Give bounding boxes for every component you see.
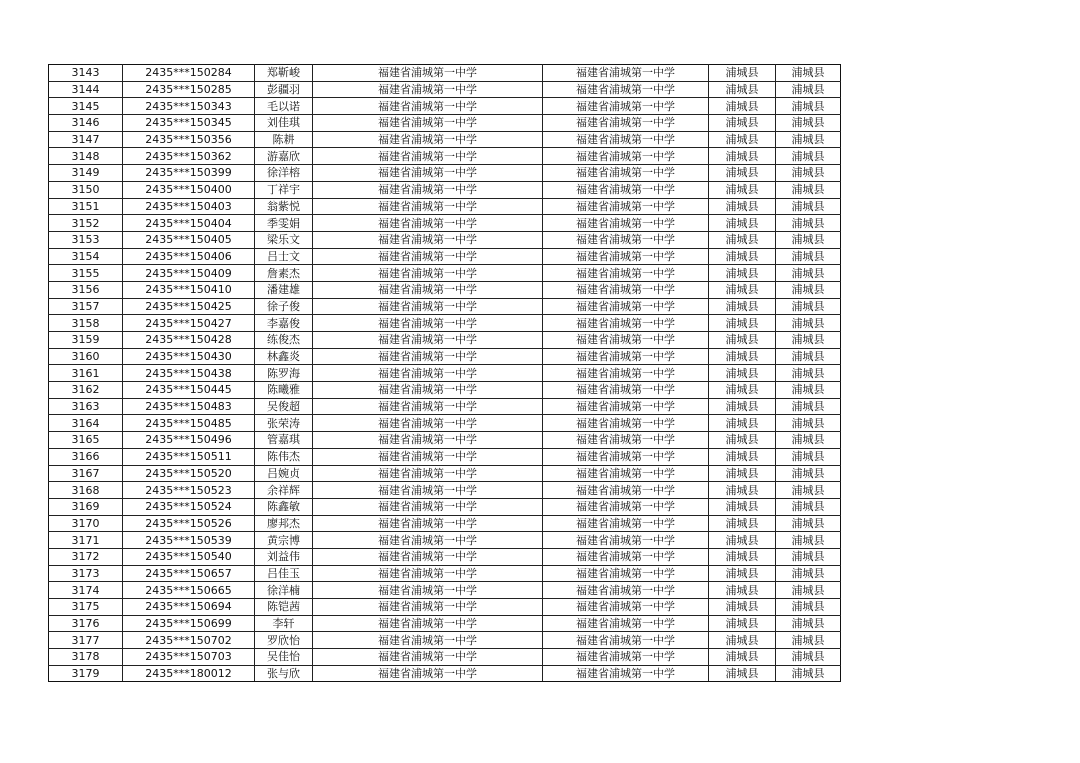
county-cell: 浦城县 (709, 215, 776, 232)
exam-id-cell: 2435***150285 (123, 81, 255, 98)
name-cell: 陈耕 (255, 131, 313, 148)
name-cell: 梁乐文 (255, 231, 313, 248)
county-cell-2: 浦城县 (776, 398, 841, 415)
seq-number-cell: 3159 (49, 332, 123, 349)
county-cell: 浦城县 (709, 332, 776, 349)
county-cell: 浦城县 (709, 248, 776, 265)
school-cell-2: 福建省浦城第一中学 (543, 181, 709, 198)
table-row (49, 649, 841, 666)
county-cell-2: 浦城县 (776, 215, 841, 232)
county-cell-2: 浦城县 (776, 599, 841, 616)
table-row (49, 115, 841, 132)
county-cell: 浦城县 (709, 649, 776, 666)
exam-id-cell: 2435***150410 (123, 281, 255, 298)
county-cell-2: 浦城县 (776, 148, 841, 165)
name-cell: 李嘉俊 (255, 315, 313, 332)
school-cell-2: 福建省浦城第一中学 (543, 532, 709, 549)
county-cell: 浦城县 (709, 365, 776, 382)
exam-id-cell: 2435***150425 (123, 298, 255, 315)
school-cell-2: 福建省浦城第一中学 (543, 415, 709, 432)
table-row (49, 265, 841, 282)
school-cell: 福建省浦城第一中学 (313, 482, 543, 499)
exam-id-cell: 2435***150404 (123, 215, 255, 232)
school-cell: 福建省浦城第一中学 (313, 148, 543, 165)
school-cell-2: 福建省浦城第一中学 (543, 198, 709, 215)
school-cell: 福建省浦城第一中学 (313, 315, 543, 332)
school-cell-2: 福建省浦城第一中学 (543, 615, 709, 632)
table-row (49, 248, 841, 265)
county-cell-2: 浦城县 (776, 231, 841, 248)
table-row (49, 398, 841, 415)
table-row (49, 498, 841, 515)
name-cell: 廖邦杰 (255, 515, 313, 532)
table-row (49, 348, 841, 365)
county-cell: 浦城县 (709, 281, 776, 298)
school-cell: 福建省浦城第一中学 (313, 181, 543, 198)
student-list-table (48, 64, 841, 682)
exam-id-cell: 2435***150496 (123, 432, 255, 449)
county-cell-2: 浦城县 (776, 332, 841, 349)
school-cell-2: 福建省浦城第一中学 (543, 115, 709, 132)
county-cell-2: 浦城县 (776, 532, 841, 549)
name-cell: 季雯娟 (255, 215, 313, 232)
exam-id-cell: 2435***150694 (123, 599, 255, 616)
school-cell-2: 福建省浦城第一中学 (543, 599, 709, 616)
table-row (49, 65, 841, 82)
seq-number-cell: 3153 (49, 231, 123, 248)
exam-id-cell: 2435***150345 (123, 115, 255, 132)
county-cell: 浦城县 (709, 582, 776, 599)
seq-number-cell: 3155 (49, 265, 123, 282)
name-cell: 刘佳琪 (255, 115, 313, 132)
school-cell: 福建省浦城第一中学 (313, 365, 543, 382)
county-cell: 浦城县 (709, 615, 776, 632)
school-cell: 福建省浦城第一中学 (313, 115, 543, 132)
county-cell: 浦城县 (709, 498, 776, 515)
table-row (49, 315, 841, 332)
school-cell: 福建省浦城第一中学 (313, 81, 543, 98)
table-row (49, 181, 841, 198)
exam-id-cell: 2435***150427 (123, 315, 255, 332)
table-row (49, 98, 841, 115)
county-cell-2: 浦城县 (776, 432, 841, 449)
school-cell-2: 福建省浦城第一中学 (543, 515, 709, 532)
name-cell: 余祥辉 (255, 482, 313, 499)
table-row (49, 165, 841, 182)
seq-number-cell: 3154 (49, 248, 123, 265)
name-cell: 练俊杰 (255, 332, 313, 349)
exam-id-cell: 2435***150403 (123, 198, 255, 215)
seq-number-cell: 3176 (49, 615, 123, 632)
name-cell: 陈曦雅 (255, 382, 313, 399)
table-row (49, 432, 841, 449)
seq-number-cell: 3178 (49, 649, 123, 666)
seq-number-cell: 3158 (49, 315, 123, 332)
table-row (49, 565, 841, 582)
school-cell-2: 福建省浦城第一中学 (543, 632, 709, 649)
school-cell: 福建省浦城第一中学 (313, 615, 543, 632)
name-cell: 陈伟杰 (255, 448, 313, 465)
seq-number-cell: 3165 (49, 432, 123, 449)
table-row (49, 665, 841, 682)
name-cell: 张荣涛 (255, 415, 313, 432)
seq-number-cell: 3144 (49, 81, 123, 98)
exam-id-cell: 2435***150445 (123, 382, 255, 399)
seq-number-cell: 3150 (49, 181, 123, 198)
name-cell: 吴俊超 (255, 398, 313, 415)
table-row (49, 515, 841, 532)
county-cell-2: 浦城县 (776, 248, 841, 265)
school-cell: 福建省浦城第一中学 (313, 165, 543, 182)
county-cell-2: 浦城县 (776, 632, 841, 649)
county-cell-2: 浦城县 (776, 98, 841, 115)
county-cell: 浦城县 (709, 599, 776, 616)
exam-id-cell: 2435***150483 (123, 398, 255, 415)
exam-id-cell: 2435***150428 (123, 332, 255, 349)
name-cell: 林鑫炎 (255, 348, 313, 365)
county-cell: 浦城县 (709, 165, 776, 182)
table-row (49, 365, 841, 382)
seq-number-cell: 3177 (49, 632, 123, 649)
table-row (49, 81, 841, 98)
name-cell: 管嘉琪 (255, 432, 313, 449)
school-cell: 福建省浦城第一中学 (313, 465, 543, 482)
school-cell-2: 福建省浦城第一中学 (543, 432, 709, 449)
exam-id-cell: 2435***150520 (123, 465, 255, 482)
name-cell: 翁紫悦 (255, 198, 313, 215)
seq-number-cell: 3167 (49, 465, 123, 482)
seq-number-cell: 3172 (49, 548, 123, 565)
county-cell: 浦城县 (709, 432, 776, 449)
school-cell: 福建省浦城第一中学 (313, 215, 543, 232)
county-cell-2: 浦城县 (776, 265, 841, 282)
exam-id-cell: 2435***150523 (123, 482, 255, 499)
school-cell-2: 福建省浦城第一中学 (543, 665, 709, 682)
seq-number-cell: 3145 (49, 98, 123, 115)
table-row (49, 582, 841, 599)
school-cell: 福建省浦城第一中学 (313, 515, 543, 532)
name-cell: 徐子俊 (255, 298, 313, 315)
county-cell-2: 浦城县 (776, 482, 841, 499)
exam-id-cell: 2435***150540 (123, 548, 255, 565)
exam-id-cell: 2435***150703 (123, 649, 255, 666)
county-cell-2: 浦城县 (776, 115, 841, 132)
county-cell: 浦城县 (709, 665, 776, 682)
table-body (49, 65, 841, 682)
county-cell-2: 浦城县 (776, 498, 841, 515)
county-cell-2: 浦城县 (776, 665, 841, 682)
county-cell-2: 浦城县 (776, 165, 841, 182)
county-cell: 浦城县 (709, 115, 776, 132)
name-cell: 郑靳峻 (255, 65, 313, 82)
table-row (49, 198, 841, 215)
county-cell-2: 浦城县 (776, 315, 841, 332)
county-cell-2: 浦城县 (776, 65, 841, 82)
name-cell: 张与欣 (255, 665, 313, 682)
county-cell: 浦城县 (709, 231, 776, 248)
county-cell: 浦城县 (709, 65, 776, 82)
name-cell: 詹素杰 (255, 265, 313, 282)
county-cell-2: 浦城县 (776, 465, 841, 482)
school-cell: 福建省浦城第一中学 (313, 448, 543, 465)
county-cell: 浦城县 (709, 348, 776, 365)
school-cell-2: 福建省浦城第一中学 (543, 382, 709, 399)
seq-number-cell: 3151 (49, 198, 123, 215)
school-cell: 福建省浦城第一中学 (313, 582, 543, 599)
table-row (49, 548, 841, 565)
school-cell-2: 福建省浦城第一中学 (543, 215, 709, 232)
county-cell: 浦城县 (709, 198, 776, 215)
seq-number-cell: 3166 (49, 448, 123, 465)
table-row (49, 415, 841, 432)
seq-number-cell: 3152 (49, 215, 123, 232)
school-cell-2: 福建省浦城第一中学 (543, 131, 709, 148)
school-cell: 福建省浦城第一中学 (313, 432, 543, 449)
school-cell: 福建省浦城第一中学 (313, 298, 543, 315)
county-cell-2: 浦城县 (776, 131, 841, 148)
school-cell: 福建省浦城第一中学 (313, 65, 543, 82)
county-cell-2: 浦城县 (776, 81, 841, 98)
seq-number-cell: 3171 (49, 532, 123, 549)
name-cell: 徐洋榕 (255, 165, 313, 182)
name-cell: 陈铠茜 (255, 599, 313, 616)
school-cell-2: 福建省浦城第一中学 (543, 498, 709, 515)
table-row (49, 148, 841, 165)
county-cell: 浦城县 (709, 398, 776, 415)
school-cell: 福建省浦城第一中学 (313, 332, 543, 349)
table-row (49, 532, 841, 549)
exam-id-cell: 2435***150485 (123, 415, 255, 432)
school-cell: 福建省浦城第一中学 (313, 248, 543, 265)
school-cell: 福建省浦城第一中学 (313, 348, 543, 365)
county-cell: 浦城县 (709, 465, 776, 482)
seq-number-cell: 3179 (49, 665, 123, 682)
exam-id-cell: 2435***150399 (123, 165, 255, 182)
school-cell-2: 福建省浦城第一中学 (543, 281, 709, 298)
school-cell: 福建省浦城第一中学 (313, 98, 543, 115)
county-cell-2: 浦城县 (776, 615, 841, 632)
county-cell: 浦城县 (709, 315, 776, 332)
seq-number-cell: 3174 (49, 582, 123, 599)
county-cell: 浦城县 (709, 131, 776, 148)
county-cell-2: 浦城县 (776, 582, 841, 599)
county-cell: 浦城县 (709, 448, 776, 465)
school-cell: 福建省浦城第一中学 (313, 382, 543, 399)
school-cell: 福建省浦城第一中学 (313, 498, 543, 515)
school-cell: 福建省浦城第一中学 (313, 198, 543, 215)
county-cell: 浦城县 (709, 632, 776, 649)
school-cell-2: 福建省浦城第一中学 (543, 298, 709, 315)
school-cell-2: 福建省浦城第一中学 (543, 649, 709, 666)
name-cell: 游嘉欣 (255, 148, 313, 165)
county-cell-2: 浦城县 (776, 548, 841, 565)
school-cell: 福建省浦城第一中学 (313, 231, 543, 248)
exam-id-cell: 2435***150524 (123, 498, 255, 515)
name-cell: 徐洋楠 (255, 582, 313, 599)
school-cell: 福建省浦城第一中学 (313, 649, 543, 666)
school-cell-2: 福建省浦城第一中学 (543, 65, 709, 82)
seq-number-cell: 3143 (49, 65, 123, 82)
exam-id-cell: 2435***150539 (123, 532, 255, 549)
county-cell: 浦城县 (709, 532, 776, 549)
school-cell: 福建省浦城第一中学 (313, 532, 543, 549)
seq-number-cell: 3168 (49, 482, 123, 499)
school-cell: 福建省浦城第一中学 (313, 415, 543, 432)
seq-number-cell: 3148 (49, 148, 123, 165)
seq-number-cell: 3163 (49, 398, 123, 415)
table-row (49, 382, 841, 399)
county-cell: 浦城县 (709, 382, 776, 399)
school-cell-2: 福建省浦城第一中学 (543, 482, 709, 499)
school-cell: 福建省浦城第一中学 (313, 632, 543, 649)
school-cell-2: 福建省浦城第一中学 (543, 165, 709, 182)
school-cell: 福建省浦城第一中学 (313, 599, 543, 616)
table-row (49, 332, 841, 349)
school-cell-2: 福建省浦城第一中学 (543, 98, 709, 115)
county-cell-2: 浦城县 (776, 649, 841, 666)
county-cell: 浦城县 (709, 565, 776, 582)
name-cell: 丁祥宇 (255, 181, 313, 198)
county-cell: 浦城县 (709, 81, 776, 98)
exam-id-cell: 2435***150284 (123, 65, 255, 82)
table-row (49, 599, 841, 616)
name-cell: 彭疆羽 (255, 81, 313, 98)
school-cell-2: 福建省浦城第一中学 (543, 265, 709, 282)
school-cell-2: 福建省浦城第一中学 (543, 248, 709, 265)
county-cell-2: 浦城县 (776, 515, 841, 532)
exam-id-cell: 2435***150702 (123, 632, 255, 649)
exam-id-cell: 2435***150409 (123, 265, 255, 282)
table-row (49, 215, 841, 232)
exam-id-cell: 2435***150362 (123, 148, 255, 165)
table-row (49, 615, 841, 632)
name-cell: 吴佳怡 (255, 649, 313, 666)
county-cell-2: 浦城县 (776, 448, 841, 465)
county-cell-2: 浦城县 (776, 415, 841, 432)
name-cell: 刘益伟 (255, 548, 313, 565)
school-cell: 福建省浦城第一中学 (313, 265, 543, 282)
school-cell: 福建省浦城第一中学 (313, 665, 543, 682)
exam-id-cell: 2435***150665 (123, 582, 255, 599)
seq-number-cell: 3164 (49, 415, 123, 432)
exam-id-cell: 2435***180012 (123, 665, 255, 682)
name-cell: 黄宗博 (255, 532, 313, 549)
exam-id-cell: 2435***150438 (123, 365, 255, 382)
school-cell-2: 福建省浦城第一中学 (543, 148, 709, 165)
county-cell: 浦城县 (709, 548, 776, 565)
county-cell: 浦城县 (709, 415, 776, 432)
exam-id-cell: 2435***150405 (123, 231, 255, 248)
name-cell: 吕士文 (255, 248, 313, 265)
exam-id-cell: 2435***150406 (123, 248, 255, 265)
school-cell-2: 福建省浦城第一中学 (543, 448, 709, 465)
seq-number-cell: 3175 (49, 599, 123, 616)
name-cell: 李轩 (255, 615, 313, 632)
school-cell-2: 福建省浦城第一中学 (543, 465, 709, 482)
school-cell: 福建省浦城第一中学 (313, 565, 543, 582)
exam-id-cell: 2435***150699 (123, 615, 255, 632)
county-cell: 浦城县 (709, 181, 776, 198)
seq-number-cell: 3162 (49, 382, 123, 399)
school-cell-2: 福建省浦城第一中学 (543, 548, 709, 565)
county-cell: 浦城县 (709, 515, 776, 532)
table-row (49, 482, 841, 499)
county-cell-2: 浦城县 (776, 365, 841, 382)
school-cell: 福建省浦城第一中学 (313, 548, 543, 565)
school-cell-2: 福建省浦城第一中学 (543, 231, 709, 248)
school-cell-2: 福建省浦城第一中学 (543, 348, 709, 365)
county-cell: 浦城县 (709, 298, 776, 315)
county-cell: 浦城县 (709, 148, 776, 165)
name-cell: 陈鑫敏 (255, 498, 313, 515)
seq-number-cell: 3147 (49, 131, 123, 148)
school-cell-2: 福建省浦城第一中学 (543, 81, 709, 98)
seq-number-cell: 3169 (49, 498, 123, 515)
seq-number-cell: 3157 (49, 298, 123, 315)
table-row (49, 131, 841, 148)
county-cell-2: 浦城县 (776, 348, 841, 365)
county-cell: 浦城县 (709, 98, 776, 115)
seq-number-cell: 3170 (49, 515, 123, 532)
exam-id-cell: 2435***150511 (123, 448, 255, 465)
county-cell-2: 浦城县 (776, 298, 841, 315)
seq-number-cell: 3156 (49, 281, 123, 298)
school-cell: 福建省浦城第一中学 (313, 398, 543, 415)
exam-id-cell: 2435***150430 (123, 348, 255, 365)
name-cell: 潘建雄 (255, 281, 313, 298)
county-cell: 浦城县 (709, 265, 776, 282)
school-cell-2: 福建省浦城第一中学 (543, 398, 709, 415)
county-cell-2: 浦城县 (776, 281, 841, 298)
county-cell: 浦城县 (709, 482, 776, 499)
seq-number-cell: 3160 (49, 348, 123, 365)
name-cell: 陈罗海 (255, 365, 313, 382)
school-cell-2: 福建省浦城第一中学 (543, 565, 709, 582)
seq-number-cell: 3146 (49, 115, 123, 132)
county-cell-2: 浦城县 (776, 382, 841, 399)
table-row (49, 448, 841, 465)
seq-number-cell: 3149 (49, 165, 123, 182)
school-cell-2: 福建省浦城第一中学 (543, 315, 709, 332)
school-cell-2: 福建省浦城第一中学 (543, 365, 709, 382)
name-cell: 罗欣怡 (255, 632, 313, 649)
name-cell: 吕佳玉 (255, 565, 313, 582)
seq-number-cell: 3161 (49, 365, 123, 382)
seq-number-cell: 3173 (49, 565, 123, 582)
table-row (49, 298, 841, 315)
table-row (49, 465, 841, 482)
exam-id-cell: 2435***150356 (123, 131, 255, 148)
school-cell: 福建省浦城第一中学 (313, 131, 543, 148)
name-cell: 吕婉贞 (255, 465, 313, 482)
county-cell-2: 浦城县 (776, 181, 841, 198)
name-cell: 毛以诺 (255, 98, 313, 115)
exam-id-cell: 2435***150400 (123, 181, 255, 198)
exam-id-cell: 2435***150343 (123, 98, 255, 115)
county-cell-2: 浦城县 (776, 198, 841, 215)
table-row (49, 281, 841, 298)
county-cell-2: 浦城县 (776, 565, 841, 582)
school-cell-2: 福建省浦城第一中学 (543, 332, 709, 349)
table-row (49, 231, 841, 248)
school-cell: 福建省浦城第一中学 (313, 281, 543, 298)
school-cell-2: 福建省浦城第一中学 (543, 582, 709, 599)
table-row (49, 632, 841, 649)
exam-id-cell: 2435***150526 (123, 515, 255, 532)
exam-id-cell: 2435***150657 (123, 565, 255, 582)
